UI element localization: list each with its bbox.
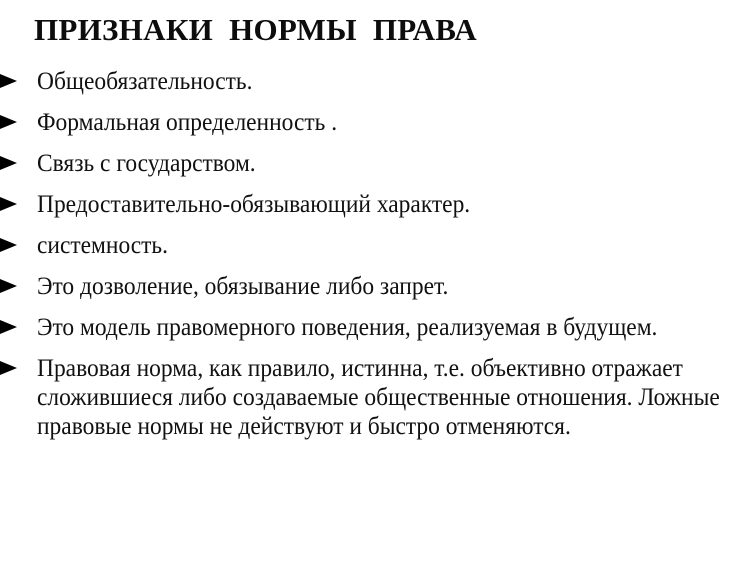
list-item-text: Предоставительно-обязывающий характер. [37, 189, 471, 218]
list-item [0, 312, 750, 341]
features-list [0, 66, 750, 452]
list-item-text: Правовая норма, как правило, истинна, т.е. объективно отражает сложившиеся либо создаваемые общественные отношения. Ложные правовые нормы не действуют и быстро отменяются. [37, 353, 720, 440]
list-item-text: Связь с государством. [37, 148, 256, 177]
list-item [0, 189, 750, 218]
list-item [0, 353, 750, 440]
triangle-bullet-icon [0, 320, 17, 334]
slide-title: ПРИЗНАКИ НОРМЫ ПРАВА [34, 12, 477, 47]
list-item [0, 66, 750, 95]
list-item [0, 148, 750, 177]
list-item [0, 230, 750, 259]
list-item-text: Это дозволение, обязывание либо запрет. [37, 271, 449, 300]
list-item [0, 271, 750, 300]
triangle-bullet-icon [0, 74, 17, 88]
list-item [0, 107, 750, 136]
triangle-bullet-icon [0, 361, 17, 375]
list-item-text: Формальная определенность . [37, 107, 338, 136]
list-item-text: Это модель правомерного поведения, реализуемая в будущем. [37, 312, 658, 341]
triangle-bullet-icon [0, 115, 17, 129]
list-item-text: системность. [37, 230, 168, 259]
triangle-bullet-icon [0, 279, 17, 293]
triangle-bullet-icon [0, 238, 17, 252]
triangle-bullet-icon [0, 197, 17, 211]
triangle-bullet-icon [0, 156, 17, 170]
list-item-text: Общеобязательность. [37, 66, 253, 95]
